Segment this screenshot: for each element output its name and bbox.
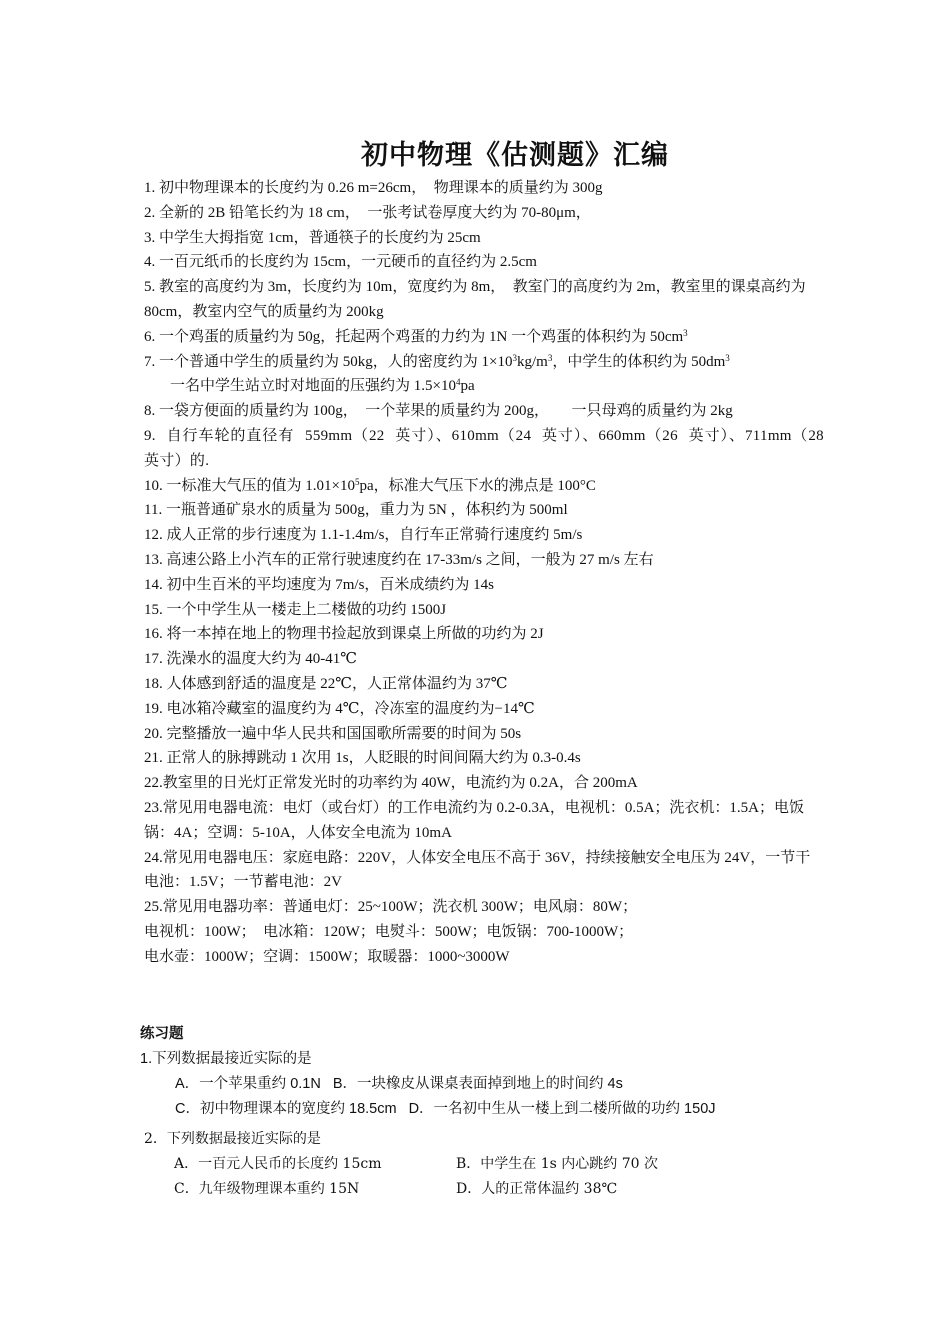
list-item: 9. 自行车轮的直径有 559mm（22 英寸）、610mm（24 英寸）、660mm（26 英寸）、711mm（28 英寸）的.	[144, 427, 824, 469]
question-1-options-ab	[140, 1072, 840, 1097]
list-item: 14. 初中生百米的平均速度为 7m/s，百米成绩约为 14s	[144, 576, 495, 593]
estimate-list	[144, 176, 824, 970]
superscript: 4	[455, 377, 461, 388]
list-item: 22.教室里的日光灯正常发光时的功率约为 40W，电流约为 0.2A，合 200mA	[144, 775, 638, 792]
question-2-options-ab	[144, 1152, 844, 1177]
list-item: 2. 全新的 2B 铅笔长约为 18 cm， 一张考试卷厚度大约为 70-80μm，	[144, 204, 591, 221]
list-item: 8. 一袋方便面的质量约为 100g， 一个苹果的质量约为 200g， 一只母鸡的质量约为 2kg	[144, 403, 733, 420]
option-b: B．一块橡皮从课桌表面掉到地上的时间约 4s	[332, 1076, 623, 1092]
list-item	[144, 374, 824, 399]
list-item: 20. 完整播放一遍中华人民共和国国歌所需要的时间为 50s	[144, 725, 522, 742]
item-text: 6. 一个鸡蛋的质量约为 50g，托起两个鸡蛋的力约为 1N 一个鸡蛋的体积约为 50cm	[144, 328, 684, 345]
list-item	[144, 325, 824, 350]
list-item: 16. 将一本掉在地上的物理书捡起放到课桌上所做的功约为 2J	[144, 626, 544, 643]
question-2: 2．下列数据最接近实际的是	[144, 1131, 321, 1147]
list-item: 12. 成人正常的步行速度为 1.1-1.4m/s，自行车正常骑行速度约 5m/s	[144, 527, 583, 544]
option-c: C．初中物理课本的宽度约 18.5cm	[175, 1101, 397, 1117]
list-item: 19. 电冰箱冷藏室的温度约为 4℃，冷冻室的温度约为−14℃	[144, 700, 535, 717]
option-d: D．人的正常体温约 38℃	[456, 1181, 618, 1197]
option-c: C．九年级物理课本重约 15N	[174, 1181, 360, 1197]
option-b: B．中学生在 1s 内心跳约 70 次	[456, 1156, 658, 1172]
list-item: 24.常见用电器电压：家庭电路：220V，人体安全电压不高于 36V，持续接触安全电压为 24V，一节干电池：1.5V；一节蓄电池：2V	[144, 849, 811, 891]
superscript: 3	[512, 352, 517, 363]
list-item: 17. 洗澡水的温度大约为 40-41℃	[144, 651, 358, 668]
question-2-options-cd	[144, 1177, 844, 1202]
list-item: 4. 一百元纸币的长度约为 15cm，一元硬币的直径约为 2.5cm	[144, 254, 537, 271]
option-a: A．一百元人民币的长度约 15cm	[174, 1156, 382, 1172]
item-text: 一名中学生站立时对地面的压强约为 1.5×10	[170, 378, 456, 395]
item-text: 7. 一个普通中学生的质量约为 50kg，人的密度约为 1×10	[144, 353, 513, 370]
list-item: 25.常见用电器功率：普通电灯：25~100W；洗衣机 300W；电风扇：80W；	[144, 899, 638, 916]
item-text: ，中学生的体积约为 50dm	[552, 353, 726, 370]
list-item	[144, 350, 824, 375]
question-1: 1.下列数据最接近实际的是	[140, 1051, 312, 1067]
option-a: A．一个苹果重约 0.1N	[175, 1076, 321, 1092]
page-title: 初中物理《估测题》汇编	[361, 140, 669, 171]
list-item: 电水壶：1000W；空调：1500W；取暖器：1000~3000W	[144, 948, 510, 965]
list-item: 13. 高速公路上小汽车的正常行驶速度约在 17-33m/s 之间，一般为 27 m/s 左右	[144, 551, 654, 568]
superscript: 3	[547, 352, 553, 363]
item-text: pa	[460, 378, 475, 395]
superscript: 3	[725, 352, 730, 363]
list-item: 18. 人体感到舒适的温度是 22℃，人正常体温约为 37℃	[144, 675, 508, 692]
question-1-options-cd	[140, 1097, 840, 1122]
list-item: 3. 中学生大拇指宽 1cm，普通筷子的长度约为 25cm	[144, 229, 481, 246]
list-item: 21. 正常人的脉搏跳动 1 次用 1s，人眨眼的时间间隔大约为 0.3-0.4s	[144, 750, 581, 767]
item-text: pa，标准大气压下水的沸点是 100°C	[359, 477, 596, 494]
exercises-section	[140, 1022, 840, 1122]
superscript: 3	[683, 327, 688, 338]
exercises-heading: 练习题	[140, 1026, 184, 1042]
question-2-block	[144, 1127, 844, 1202]
list-item: 15. 一个中学生从一楼走上二楼做的功约 1500J	[144, 601, 447, 618]
item-text: kg/m	[516, 353, 548, 370]
list-item	[144, 474, 824, 499]
list-item: 5. 教室的高度约为 3m，长度约为 10m，宽度约为 8m， 教室门的高度约为 2m，教室里的课桌高约为 80cm，教室内空气的质量约为 200kg	[144, 279, 806, 320]
option-d: D．一名初中生从一楼上到二楼所做的功约 150J	[408, 1101, 716, 1117]
item-text: 10. 一标准大气压的值为 1.01×10	[144, 477, 355, 494]
list-item: 电视机：100W； 电冰箱：120W；电熨斗：500W；电饭锅：700-1000W；	[144, 923, 634, 940]
list-item: 11. 一瓶普通矿泉水的质量为 500g，重力为 5N ，体积约为 500ml	[144, 502, 568, 519]
list-item: 23.常见用电器电流：电灯（或台灯）的工作电流约为 0.2-0.3A，电视机：0.5A；洗衣机：1.5A；电饭锅：4A；空调：5-10A，人体安全电流为 10mA	[144, 799, 804, 841]
list-item: 1. 初中物理课本的长度约为 0.26 m=26cm， 物理课本的质量约为 300g	[144, 180, 603, 196]
superscript: 5	[354, 476, 360, 487]
